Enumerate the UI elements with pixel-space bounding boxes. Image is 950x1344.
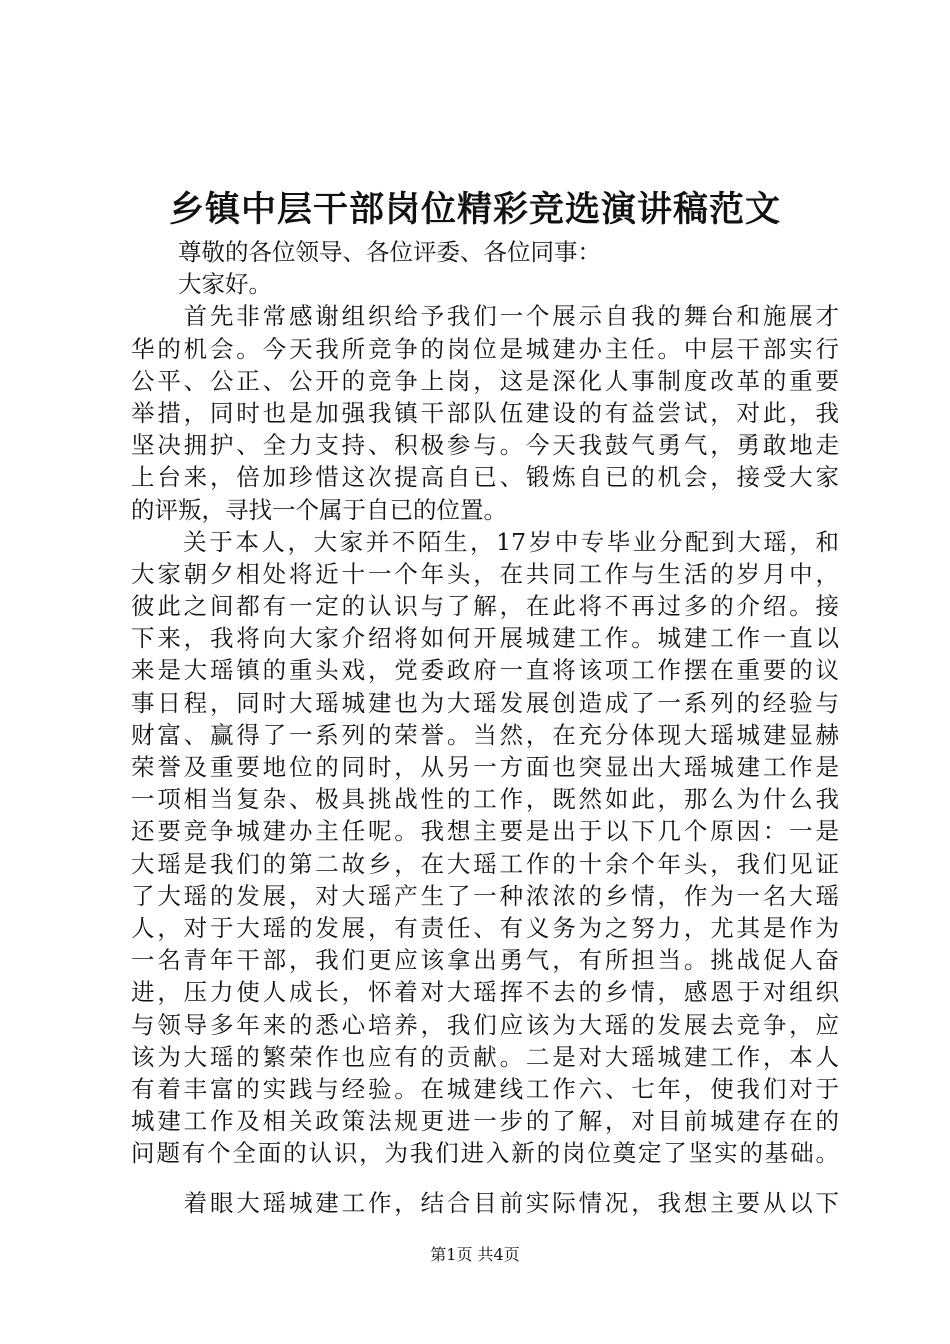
body-line: 关于本人，大家并不陌生，17岁中专毕业分配到大瑶，和 [131, 527, 839, 556]
body-line: 荣誉及重要地位的同时，从另一方面也突显出大瑶城建工作是 [131, 753, 839, 781]
body-line: 华的机会。今天我所竞争的岗位是城建办主任。中层干部实行 [131, 334, 839, 363]
body-line: 该为大瑶的繁荣作也应有的贡献。二是对大瑶城建工作，本人 [131, 1042, 839, 1071]
body-line: 下来，我将向大家介绍将如何开展城建工作。城建工作一直以 [131, 624, 839, 653]
body-line: 着眼大瑶城建工作，结合目前实际情况，我想主要从以下 [131, 1189, 839, 1218]
body-line: 城建工作及相关政策法规更进一步的了解，对目前城建存在的 [131, 1107, 839, 1136]
body-line: 公平、公正、公开的竞争上岗，这是深化人事制度改革的重要 [131, 366, 839, 395]
body-line: 上台来，倍加珍惜这次提高自已、锻炼自已的机会，接受大家 [131, 463, 839, 492]
body-line: 进，压力使人成长，怀着对大瑶挥不去的乡情，感恩于对组织 [131, 978, 839, 1007]
body-line: 的评叛，寻找一个属于自已的位置。 [131, 495, 507, 524]
body-line: 了大瑶的发展，对大瑶产生了一种浓浓的乡情，作为一名大瑶 [131, 881, 839, 910]
document-body [131, 236, 839, 1220]
body-line: 与领导多年来的悉心培养，我们应该为大瑶的发展去竞争，应 [131, 1010, 839, 1039]
body-line: 人，对于大瑶的发展，有责任、有义务为之努力，尤其是作为 [131, 913, 839, 942]
document-title: 乡镇中层干部岗位精彩竞选演讲稿范文 [168, 189, 781, 230]
body-line: 问题有个全面的认识，为我们进入新的岗位奠定了坚实的基础。 [131, 1139, 839, 1168]
body-line: 举措，同时也是加强我镇干部队伍建设的有益尝试，对此，我 [131, 398, 839, 427]
body-line: 来是大瑶镇的重头戏，党委政府一直将该项工作摆在重要的议 [131, 656, 839, 685]
page-number-footer: 第1页 共4页 [430, 1245, 520, 1264]
body-line: 一项相当复杂、极具挑战性的工作，既然如此，那么为什么我 [131, 785, 839, 814]
body-line: 一名青年干部，我们更应该拿出勇气，有所担当。挑战促人奋 [131, 946, 839, 975]
body-line: 事日程，同时大瑶城建也为大瑶发展创造成了一系列的经验与 [131, 688, 839, 717]
body-line: 还要竞争城建办主任呢。我想主要是出于以下几个原因：一是 [131, 817, 839, 846]
body-line: 有着丰富的实践与经验。在城建线工作六、七年，使我们对于 [131, 1074, 839, 1103]
body-line: 首先非常感谢组织给予我们一个展示自我的舞台和施展才 [131, 302, 839, 331]
body-line: 坚决拥护、全力支持、积极参与。今天我鼓气勇气，勇敢地走 [131, 431, 839, 460]
greeting-line: 大家好。 [131, 270, 272, 299]
body-line: 大家朝夕相处将近十一个年头，在共同工作与生活的岁月中， [131, 559, 839, 588]
body-line: 大瑶是我们的第二故乡，在大瑶工作的十余个年头，我们见证 [131, 849, 839, 878]
paragraph-gap [131, 1169, 839, 1187]
salutation-line: 尊敬的各位领导、各位评委、各位同事： [131, 238, 601, 266]
body-line: 财富、赢得了一系列的荣誉。当然，在充分体现大瑶城建显赫 [131, 720, 839, 749]
body-line: 彼此之间都有一定的认识与了解，在此将不再过多的介绍。接 [131, 592, 839, 621]
